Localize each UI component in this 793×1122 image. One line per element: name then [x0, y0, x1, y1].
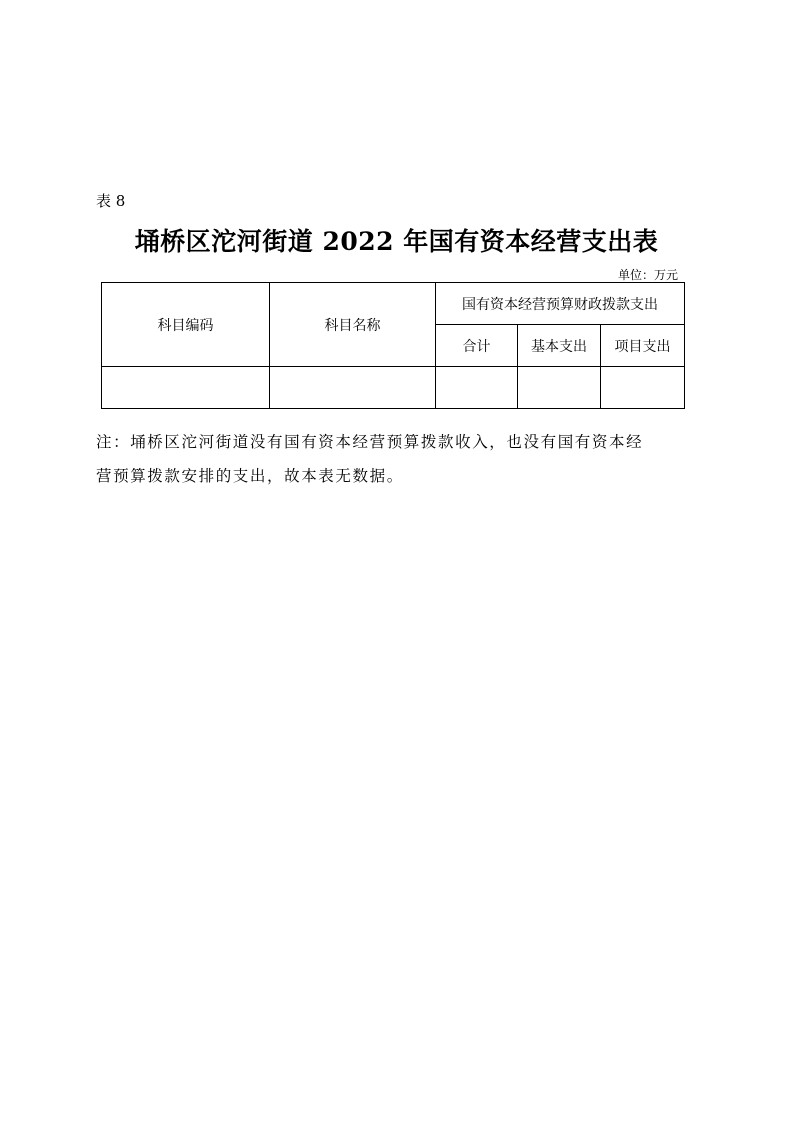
header-subject-name: 科目名称 [270, 283, 436, 367]
page-title: 埇桥区沱河街道 2022 年国有资本经营支出表 [134, 227, 659, 256]
cell-project [601, 367, 685, 409]
cell-basic [518, 367, 601, 409]
unit-label: 单位：万元 [617, 268, 678, 282]
header-expenditure-group: 国有资本经营预算财政拨款支出 [436, 283, 685, 325]
note-line: 营预算拨款安排的支出，故本表无数据。 [96, 467, 404, 485]
header-project-expenditure: 项目支出 [601, 325, 685, 367]
cell-total [436, 367, 518, 409]
table-number: 表 8 [96, 192, 126, 210]
header-basic-expenditure: 基本支出 [518, 325, 601, 367]
table-row [102, 367, 685, 409]
cell-code [102, 367, 270, 409]
cell-name [270, 367, 436, 409]
note-line: 注：埇桥区沱河街道没有国有资本经营预算拨款收入，也没有国有资本经 [96, 433, 644, 451]
expenditure-table [101, 282, 685, 409]
header-total: 合计 [436, 325, 518, 367]
header-subject-code: 科目编码 [102, 283, 270, 367]
table-note [96, 425, 696, 493]
table-header-row [102, 283, 685, 325]
